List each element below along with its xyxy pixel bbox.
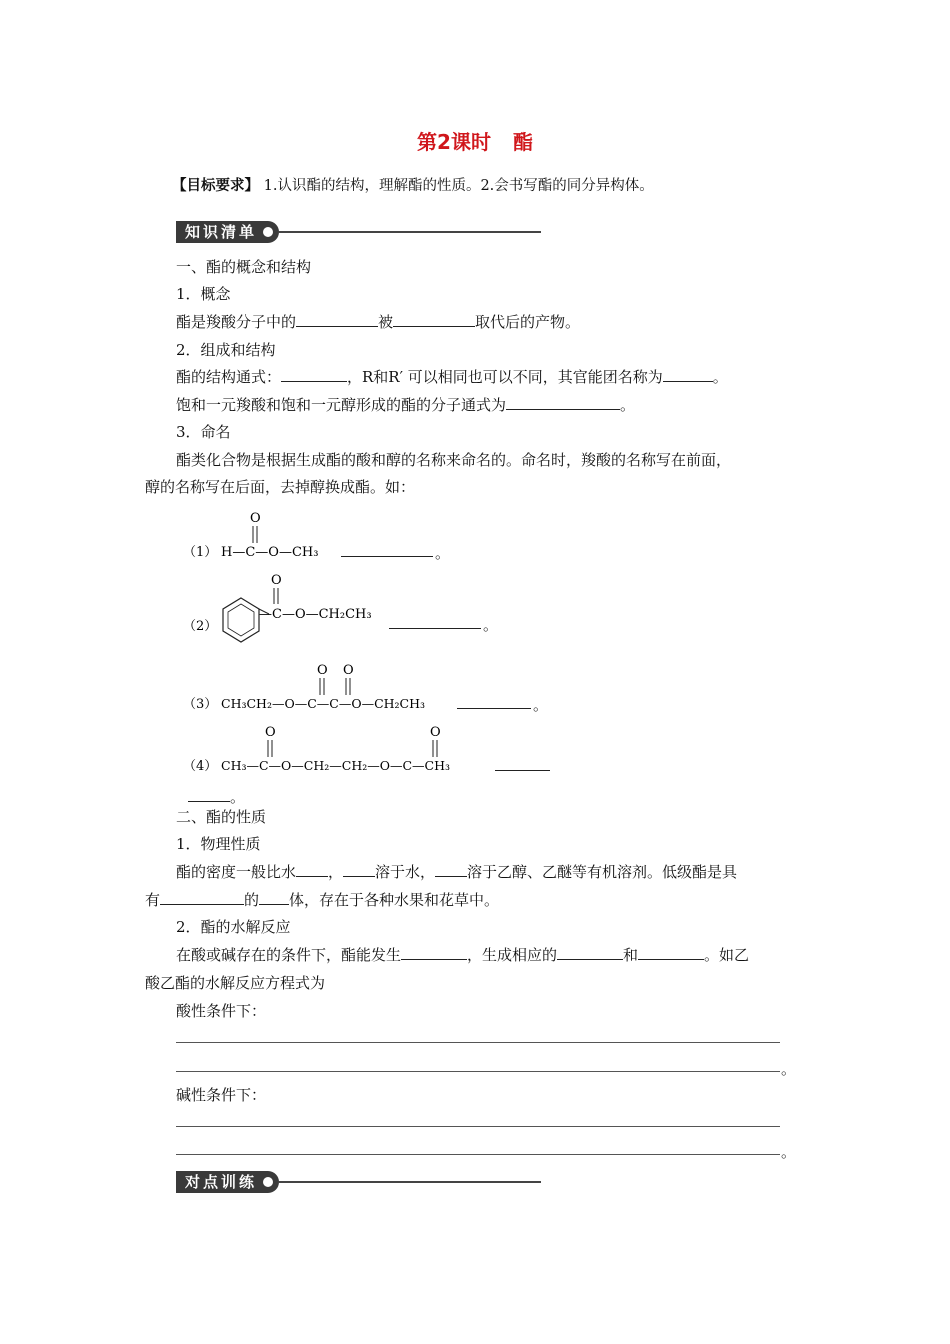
formula-4: [183, 722, 563, 782]
subheading-3: 3．命名: [176, 423, 231, 441]
answer-blank[interactable]: [281, 367, 347, 382]
naming-text-1: 酯类化合物是根据生成酯的酸和醇的名称来命名的。命名时，羧酸的名称写在前面，: [176, 451, 732, 469]
svg-text:O: O: [343, 663, 354, 678]
answer-blank[interactable]: [259, 890, 289, 905]
goal-label: 【目标要求】: [172, 177, 259, 194]
answer-blank[interactable]: [343, 862, 375, 877]
answer-blank[interactable]: [296, 312, 378, 327]
sentence-physical-1: 酯的密度一般比水 ， 溶于水， 溶于乙醇、乙醚等有机溶剂。低级酯是具: [176, 863, 738, 881]
answer-line[interactable]: [176, 1126, 780, 1127]
svg-text:O: O: [271, 573, 282, 588]
heading-properties: 二、酯的性质: [176, 808, 267, 826]
answer-blank[interactable]: [457, 694, 531, 709]
sentence-hydrolysis-2: 酸乙酯的水解反应方程式为: [145, 974, 326, 992]
blank-continuation: 。: [188, 786, 245, 807]
sentence-structure: 酯的结构通式： ，R和R′ 可以相同也可以不同，其官能团名称为 。: [176, 368, 728, 386]
answer-line[interactable]: [176, 1154, 780, 1155]
goal-text: 1.认识酯的结构，理解酯的性质。2.会书写酯的同分异构体。: [263, 178, 654, 194]
sentence-physical-2: 有 的 体，存在于各种水果和花草中。: [145, 891, 500, 909]
answer-blank[interactable]: [389, 614, 481, 629]
svg-text:O: O: [317, 663, 328, 678]
answer-line[interactable]: [176, 1042, 780, 1043]
carbonyl-o: O: [250, 511, 261, 526]
lesson-number: 第2课时: [417, 130, 491, 154]
answer-blank[interactable]: [638, 945, 704, 960]
answer-blank[interactable]: [401, 945, 467, 960]
svg-text:O: O: [430, 725, 441, 740]
divider: [279, 231, 541, 233]
banner-label: 知识清单: [185, 223, 258, 241]
answer-blank[interactable]: [557, 945, 623, 960]
formula-text: CH₃—C—O—CH₂—CH₂—O—C—CH₃: [221, 758, 451, 773]
page-title: [0, 126, 950, 155]
subheading-1: 1．概念: [176, 285, 231, 303]
structural-formula-4: [183, 722, 563, 782]
subheading-hydrolysis: 2．酯的水解反应: [176, 918, 291, 936]
formula-3: （3） O O CH₃CH₂—O—C—C—O—CH₂CH₃ 。: [183, 660, 563, 720]
heading-concept: 一、酯的概念和结构: [176, 258, 312, 276]
subheading-2: 2．组成和结构: [176, 341, 276, 359]
answer-line[interactable]: [176, 1071, 780, 1072]
svg-text:（2）: （2）: [183, 619, 218, 634]
svg-text:（1）: （1）: [183, 545, 218, 560]
sentence-hydrolysis-1: 在酸或碱存在的条件下，酯能发生 ，生成相应的 和 。如乙: [176, 946, 750, 964]
lesson-name: 酯: [512, 130, 533, 154]
answer-blank[interactable]: [435, 862, 467, 877]
answer-blank[interactable]: [663, 367, 713, 382]
sentence-formula: 饱和一元羧酸和饱和一元醇形成的酯的分子通式为 。: [176, 396, 636, 414]
formula-text: CH₃CH₂—O—C—C—O—CH₂CH₃: [221, 696, 426, 711]
section-banner-practice: [176, 1171, 541, 1193]
svg-text:（4）: （4）: [183, 759, 218, 774]
formula-text: —C—O—CH₂CH₃: [259, 607, 372, 622]
formula-1: （1） O H—C—O—CH₃ 。: [183, 508, 483, 568]
svg-text:（3）: （3）: [183, 697, 218, 712]
formula-text: H—C—O—CH₃: [221, 545, 319, 560]
divider: [279, 1181, 541, 1183]
answer-blank[interactable]: [296, 862, 328, 877]
answer-blank[interactable]: [393, 312, 475, 327]
base-condition-label: 碱性条件下：: [176, 1086, 267, 1104]
formula-2: （2） O —C—O—CH₂CH₃ 。: [183, 570, 513, 656]
sentence-concept: 酯是羧酸分子中的 被 取代后的产物。: [176, 313, 581, 331]
acid-condition-label: 酸性条件下：: [176, 1002, 267, 1020]
section-banner-knowledge: [176, 221, 541, 243]
learning-goal: [172, 174, 654, 195]
answer-blank[interactable]: [341, 542, 433, 557]
answer-blank[interactable]: [506, 395, 620, 410]
bullet-dot-icon: [263, 227, 273, 237]
structural-formula-2: [183, 570, 513, 656]
answer-blank[interactable]: [495, 756, 550, 771]
naming-text-2: 醇的名称写在后面，去掉醇换成酯。如：: [145, 478, 416, 496]
subheading-physical: 1．物理性质: [176, 835, 261, 853]
banner-label: 对点训练: [185, 1173, 258, 1191]
svg-text:O: O: [265, 725, 276, 740]
answer-blank[interactable]: [160, 890, 244, 905]
bullet-dot-icon: [263, 1177, 273, 1187]
answer-blank[interactable]: [188, 787, 230, 802]
structural-formula-3: [183, 660, 563, 720]
